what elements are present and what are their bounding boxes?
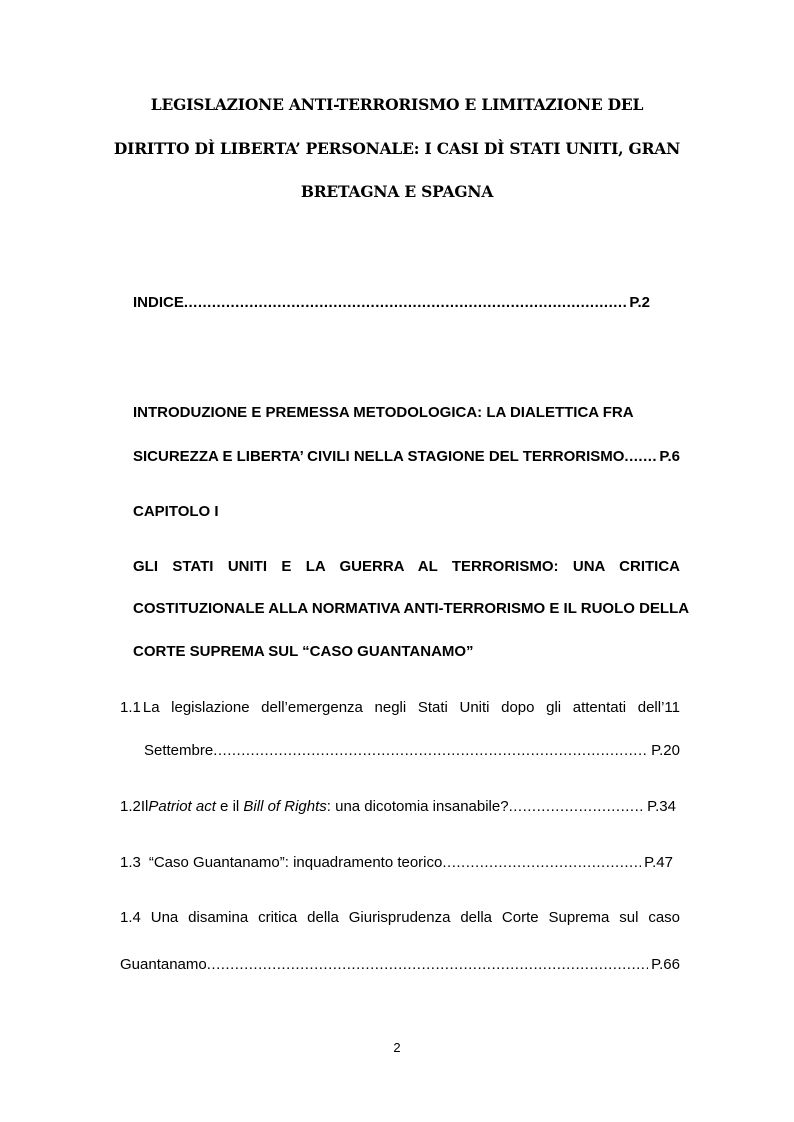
toc-1-2-mid: e il: [215, 798, 244, 815]
toc-1-1-line-2: Settembre: [144, 742, 214, 759]
toc-entry-1-1-cont[interactable]: [144, 741, 680, 761]
toc-1-1-page: P.20: [651, 742, 680, 759]
toc-entry-1-2[interactable]: [120, 797, 676, 817]
toc-1-2-italic-1: Patriot act: [148, 798, 216, 815]
leader-dots: [213, 741, 648, 761]
chapter-title-line-3: CORTE SUPREMA SUL “CASO GUANTANAMO”: [133, 643, 474, 660]
toc-entry-1-4-cont[interactable]: [120, 955, 680, 975]
section-number: 1.2: [120, 798, 141, 815]
page-number: 2: [393, 1040, 401, 1055]
toc-1-1-line-1: La legislazione dell’emergenza negli Stati Uniti dopo gli attentati dell’11: [142, 699, 680, 716]
leader-dots: [624, 447, 656, 467]
toc-1-2-italic-2: Bill of Rights: [243, 798, 327, 815]
chapter-label: CAPITOLO I: [133, 503, 219, 520]
section-number: 1.1: [120, 699, 141, 716]
toc-1-4-page: P.66: [651, 956, 680, 973]
toc-1-3-page: P.47: [644, 854, 673, 871]
toc-1-2-post: : una dicotomia insanabile?: [326, 798, 509, 815]
toc-entry-indice[interactable]: [133, 293, 650, 313]
toc-indice-label: INDICE: [133, 294, 184, 311]
toc-entry-1-3[interactable]: [120, 853, 673, 873]
toc-intro-page: P.6: [659, 448, 680, 465]
leader-dots: [184, 293, 627, 313]
toc-1-3-text: “Caso Guantanamo”: inquadramento teorico: [148, 854, 443, 871]
toc-indice-page: P.2: [629, 294, 650, 311]
leader-dots: [442, 853, 641, 873]
toc-entry-intro[interactable]: [133, 447, 680, 467]
toc-entry-1-1[interactable]: [120, 698, 680, 718]
toc-1-2-pre: Il: [140, 798, 149, 815]
title-line-3: BRETAGNA E SPAGNA: [300, 182, 494, 201]
toc-1-4-line-1[interactable]: 1.4 Una disamina critica della Giurisprudenza della Corte Suprema sul caso: [120, 909, 680, 926]
leader-dots: [207, 955, 648, 975]
toc-1-2-page: P.34: [647, 798, 676, 815]
section-number: 1.3: [120, 854, 141, 871]
toc-intro-line-1[interactable]: INTRODUZIONE E PREMESSA METODOLOGICA: LA DIALETTICA FRA: [133, 404, 634, 421]
toc-intro-line-2: SICUREZZA E LIBERTA’ CIVILI NELLA STAGIONE DEL TERRORISMO: [133, 448, 625, 465]
title-line-1: LEGISLAZIONE ANTI-TERRORISMO E LIMITAZIONE DEL: [150, 95, 644, 114]
title-line-2: DIRITTO DÌ LIBERTA’ PERSONALE: I CASI DÌ STATI UNITI, GRAN: [113, 139, 681, 158]
leader-dots: [509, 797, 644, 817]
toc-1-4-line-2: Guantanamo: [120, 956, 207, 973]
chapter-title-line-2: COSTITUZIONALE ALLA NORMATIVA ANTI-TERRORISMO E IL RUOLO DELLA: [133, 600, 690, 617]
chapter-title-line-1: GLI STATI UNITI E LA GUERRA AL TERRORISMO: UNA CRITICA: [133, 558, 680, 575]
